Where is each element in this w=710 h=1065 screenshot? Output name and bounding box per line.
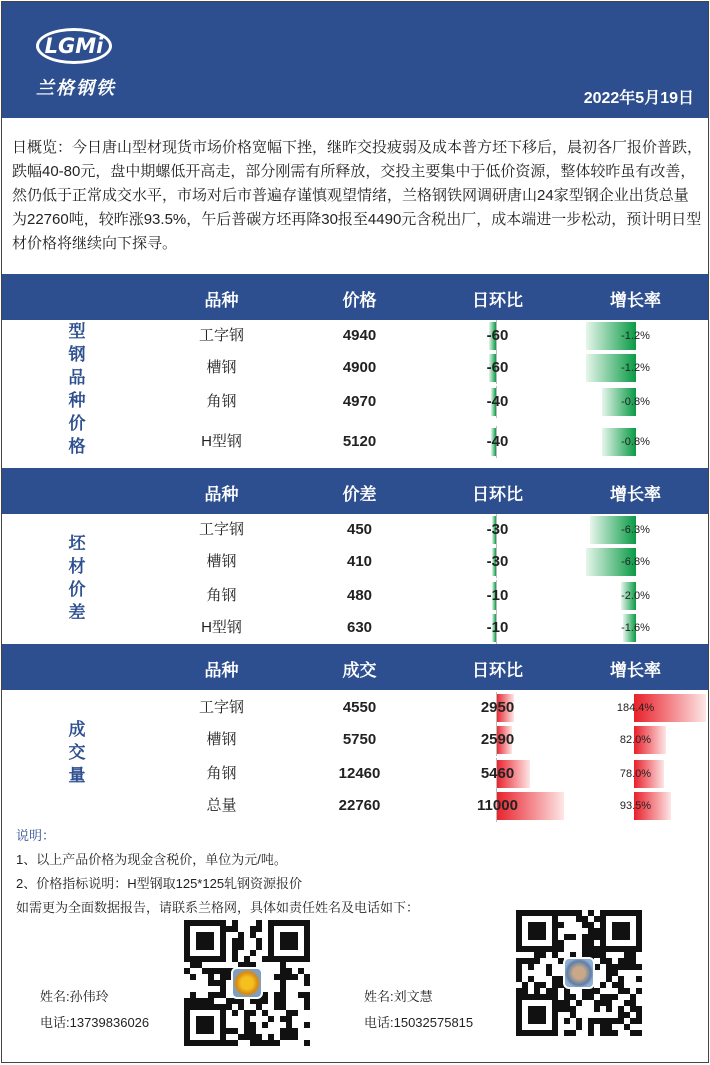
column-header: 日环比 xyxy=(472,291,523,310)
cell-value: 450 xyxy=(346,521,373,538)
cell-value: 480 xyxy=(346,587,373,604)
cell-value: 4970 xyxy=(342,393,377,410)
contact-1-phone: 电话:13739836026 xyxy=(40,1015,150,1030)
notes-title: 说明： xyxy=(16,828,56,843)
column-header: 品种 xyxy=(204,661,239,680)
cell-rate: 82.0% xyxy=(619,734,652,746)
table-row xyxy=(2,580,708,612)
side-label-char: 成 xyxy=(68,720,86,739)
table-row xyxy=(2,692,708,724)
lange-logo xyxy=(34,24,114,104)
cell-change: -10 xyxy=(486,619,509,636)
cell-value: 4900 xyxy=(342,359,377,376)
cell-change: -30 xyxy=(486,553,509,570)
column-header: 品种 xyxy=(204,291,239,310)
cell-name: 角钢 xyxy=(206,765,237,782)
side-label-char: 价 xyxy=(68,414,86,433)
cell-change: -60 xyxy=(486,359,509,376)
section-1-header xyxy=(2,274,708,320)
daily-summary: 日概览：今日唐山型材现货市场价格宽幅下挫，继昨交投疲弱及成本普方坯下移后，晨初各厂报价普跌，跌幅40-80元，盘中期螺低开高走，部分刚需有所释放，交投主要集中于低价资源，整体较昨虽有改善，然仍低于正常成交水平，市场对后市普遍存谨慎观望情绪，兰格钢铁网调研唐山24家型钢企业出货总量为22760吨，较昨涨93.5%，午后普碳方坯再降30报至4490元含税出厂，成本端进一步松动，预计明日型材价格将继续向下探寻。 xyxy=(12,139,703,252)
cell-change: -30 xyxy=(486,521,509,538)
cell-value: 22760 xyxy=(338,797,381,814)
cell-value: 4940 xyxy=(342,327,377,344)
cell-name: H型钢 xyxy=(201,433,242,450)
side-label-char: 品 xyxy=(68,368,86,387)
qr-code-1[interactable] xyxy=(184,920,310,1046)
contact-1 xyxy=(40,984,149,1036)
logo-chinese: 兰格钢铁 xyxy=(36,78,116,99)
cell-value: 12460 xyxy=(338,765,381,782)
cell-value: 4550 xyxy=(342,699,377,716)
cell-change: -40 xyxy=(486,393,509,410)
column-header: 价格 xyxy=(342,291,377,310)
cell-rate: -0.8% xyxy=(621,436,650,448)
cell-change: 2950 xyxy=(480,699,515,716)
report-page xyxy=(1,1,709,1063)
column-header: 日环比 xyxy=(472,485,523,504)
side-label-char: 量 xyxy=(68,766,86,785)
column-header: 日环比 xyxy=(472,661,523,680)
cell-name: 槽钢 xyxy=(206,553,237,570)
cell-rate: 93.5% xyxy=(619,800,652,812)
cell-rate: -0.8% xyxy=(621,396,650,408)
qr-code-2[interactable] xyxy=(516,910,642,1036)
table-row xyxy=(2,386,708,418)
cell-value: 5750 xyxy=(342,731,377,748)
table-row xyxy=(2,612,708,644)
cell-name: 槽钢 xyxy=(206,731,237,748)
column-header: 成交 xyxy=(342,661,377,680)
cell-change: 11000 xyxy=(477,797,518,814)
table-row xyxy=(2,758,708,790)
column-header: 增长率 xyxy=(610,291,661,310)
table-row xyxy=(2,514,708,546)
cell-change: -40 xyxy=(486,433,509,450)
table-row xyxy=(2,320,708,352)
report-date: 2022年5月19日 xyxy=(583,90,694,107)
side-label-char: 种 xyxy=(68,391,86,410)
column-header: 增长率 xyxy=(610,485,661,504)
notes-line-1: 1、以上产品价格为现金含税价，单位为元/吨。 xyxy=(16,852,287,867)
cell-value: 410 xyxy=(346,553,373,570)
cell-change: -60 xyxy=(486,327,509,344)
notes-line-3: 如需更为全面数据报告，请联系兰格网，具体如责任姓名及电话如下： xyxy=(16,900,420,915)
cell-name: 工字钢 xyxy=(198,699,244,716)
table-row xyxy=(2,724,708,756)
cell-rate: 78.0% xyxy=(619,768,652,780)
notes-line-2: 2、价格指标说明：H型钢取125*125轧钢资源报价 xyxy=(16,876,303,891)
column-header: 品种 xyxy=(204,485,239,504)
side-label-char: 型 xyxy=(68,322,86,341)
column-header: 增长率 xyxy=(610,661,661,680)
cell-name: 槽钢 xyxy=(206,359,237,376)
cell-value: 5120 xyxy=(342,433,377,450)
contact-2-name: 姓名:刘文慧 xyxy=(364,989,433,1004)
contact-2 xyxy=(364,984,473,1036)
logo-letters: LGMi xyxy=(44,34,104,58)
cell-name: 工字钢 xyxy=(198,521,244,538)
cell-value: 630 xyxy=(346,619,373,636)
column-header: 价差 xyxy=(342,485,377,504)
section-3-header xyxy=(2,644,708,690)
side-label-char: 差 xyxy=(68,603,86,622)
side-label-char: 交 xyxy=(68,743,86,762)
cell-rate: -1.6% xyxy=(621,622,650,634)
cell-name: H型钢 xyxy=(201,619,242,636)
table-row xyxy=(2,790,708,822)
cell-rate: -1.2% xyxy=(621,330,650,342)
cell-name: 总量 xyxy=(206,797,237,814)
notes xyxy=(16,824,419,920)
cell-name: 角钢 xyxy=(206,393,237,410)
cell-rate: -6.8% xyxy=(621,556,650,568)
side-label-char: 钢 xyxy=(68,345,86,364)
side-label-char: 材 xyxy=(68,557,86,576)
contact-2-phone: 电话:15032575815 xyxy=(364,1015,474,1030)
cell-name: 工字钢 xyxy=(198,327,244,344)
cell-name: 角钢 xyxy=(206,587,237,604)
cell-change: 5460 xyxy=(480,765,515,782)
table-row xyxy=(2,426,708,458)
qr-avatar-icon xyxy=(563,957,595,989)
table-row xyxy=(2,352,708,384)
table-row xyxy=(2,546,708,578)
qr-avatar-icon xyxy=(231,967,263,999)
cell-rate: -1.2% xyxy=(621,362,650,374)
header-banner xyxy=(2,2,708,118)
side-label-char: 价 xyxy=(68,580,86,599)
cell-rate: -6.3% xyxy=(621,524,650,536)
section-2-header xyxy=(2,468,708,514)
cell-change: 2590 xyxy=(480,731,515,748)
contact-1-name: 姓名:孙伟玲 xyxy=(40,989,109,1004)
cell-rate: 184.4% xyxy=(616,702,655,714)
cell-rate: -2.0% xyxy=(621,590,650,602)
cell-change: -10 xyxy=(486,587,509,604)
side-label-char: 坯 xyxy=(68,534,86,553)
side-label-char: 格 xyxy=(68,437,86,456)
